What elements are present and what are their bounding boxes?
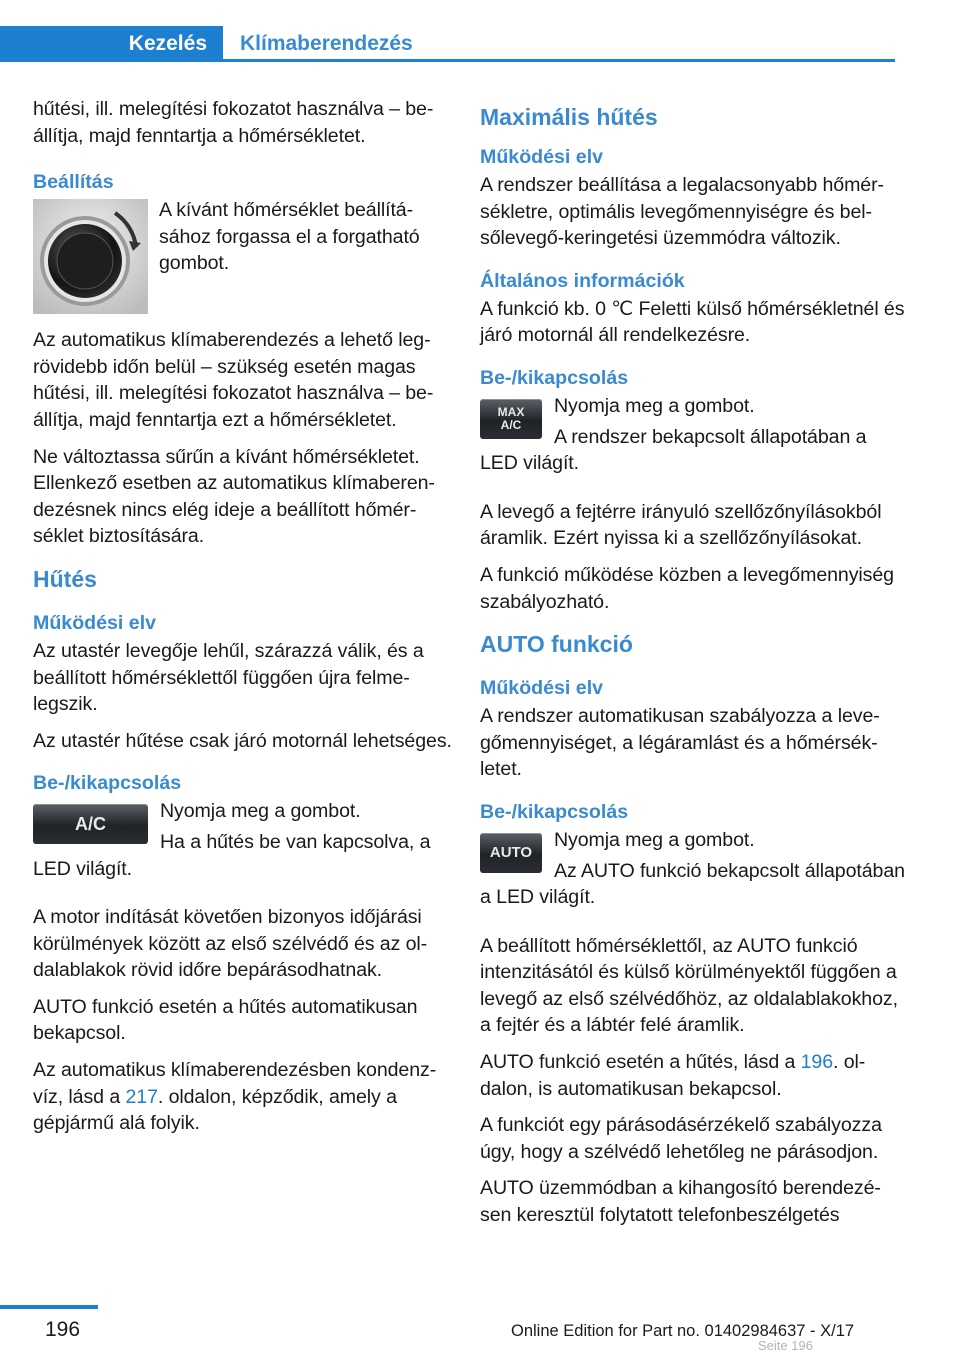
text-span: AUTO funkció esetén a hűtés, lásd a (480, 1051, 801, 1074)
paragraph: Nyomja meg a gombot. (554, 828, 755, 851)
paragraph (480, 1049, 905, 1102)
setting-figure-row (33, 197, 458, 313)
heading-onoff: Be-/kikapcsolás (480, 800, 629, 823)
left-column (33, 96, 458, 1147)
auto-button[interactable] (480, 833, 542, 873)
text-span: . oldalon, is automatikusan bekapcsol. (480, 1051, 866, 1100)
heading-principle: Működési elv (33, 611, 157, 634)
paragraph: A motor indítását követően bizonyos időjárási körülmények között az első szélvédő és az oldalablakok rövid időre bepárásodhatnak. (33, 906, 428, 982)
paragraph: Az utastér levegője lehűl, szárazzá válik, és a beállított hőmérséklettől függően újra felmelegszik. (33, 639, 424, 716)
heading-setting: Beállítás (33, 171, 114, 194)
paragraph: A rendszer bekapcsolt állapotában a LED világít. (480, 425, 867, 475)
heading-general: Általános információk (480, 269, 685, 292)
paragraph: A rendszer automatikusan szabályozza a levegőmennyiséget, a légáramlást és a hőmérsékletet. (480, 705, 880, 781)
paragraph: Nyomja meg a gombot. (160, 800, 361, 823)
auto-button-row (480, 827, 905, 921)
ac-button-row (33, 798, 458, 892)
paragraph: A rendszer beállítása a legalacsonyabb hőmérsékletre, optimális levegőmennyiségre és belsőlevegő-keringetési üzemmódra változik. (480, 174, 885, 250)
section-tab[interactable]: Kezelés (0, 26, 223, 62)
heading-principle: Működési elv (480, 146, 604, 168)
paragraph: A levegő a fejtérre irányuló szellőzőnyílásokból áramlik. Ezért nyissa ki a szellőzőnyílásokat. (480, 500, 882, 550)
ac-button-label: A/C (75, 813, 106, 834)
auto-button-label: AUTO (489, 844, 533, 862)
paragraph: A beállított hőmérséklettől, az AUTO funkció intenzitásától és külső körülményektől függően a levegő az első szélvédőhöz, az oldalablakokhoz, a fejtér és a lábtér felé áramlik. (480, 934, 898, 1037)
heading-auto-function: AUTO funkció (480, 631, 633, 658)
heading-onoff: Be-/kikapcsolás (33, 772, 182, 795)
paragraph: hűtési, ill. melegítési fokozatot használva – beállítja, majd fenntartja a hőmérsékletet. (33, 98, 434, 147)
paragraph: A funkció működése közben a levegőmennyiség szabályozható. (480, 563, 894, 613)
chapter-tab[interactable]: Klímaberendezés (240, 32, 413, 55)
max-ac-label-top: MAX (497, 404, 525, 419)
paragraph: A kívánt hőmérséklet beállításához forgassa el a forgatható gombot. (159, 199, 420, 275)
paragraph: A funkció kb. 0 ℃ Feletti külső hőmérsékletnél és járó motornál áll rendelkezésre. (480, 297, 905, 347)
ac-button[interactable] (33, 804, 148, 844)
max-ac-button-row (480, 393, 905, 487)
paragraph: Ha a hűtés be van kapcsolva, a LED világít. (33, 830, 431, 880)
paragraph: Ne változtassa sűrűn a kívánt hőmérsékletet. Ellenkező esetben az automatikus klímaberendezésnek nincs elég ideje a beállított hőmérséklet biztosítására. (33, 445, 435, 548)
page-link-196[interactable]: 196 (800, 1051, 834, 1074)
rotary-knob-icon (33, 199, 148, 314)
footer-rule (0, 1305, 98, 1309)
header-rule (223, 59, 895, 62)
text-span: Az automatikus klímaberendezésben kondenzvíz, lásd a (33, 1059, 437, 1108)
paragraph: Nyomja meg a gombot. (554, 394, 755, 417)
heading-max-cooling: Maximális hűtés (480, 104, 658, 130)
edition-note: Online Edition for Part no. 01402984637 - X/17 (511, 1322, 855, 1340)
heading-principle: Működési elv (480, 677, 604, 700)
paragraph (33, 1057, 458, 1137)
page-number: 196 (45, 1318, 81, 1341)
paragraph: Az automatikus klímaberendezés a lehető legrövidebb időn belül – szükség esetén magas hűtési, ill. melegítési fokozatot használva – beállítja, majd fenntartja ezt a hőmérsékletet. (33, 329, 434, 431)
max-ac-button[interactable] (480, 399, 542, 439)
heading-cooling: Hűtés (33, 565, 97, 592)
page-header (0, 0, 960, 62)
paragraph: Az AUTO funkció bekapcsolt állapotában a LED világít. (480, 859, 905, 909)
paragraph: AUTO üzemmódban a kihangosító berendezésen keresztül folytatott telefonbeszélgetés (480, 1177, 881, 1227)
paragraph: A funkciót egy párásodásérzékelő szabályozza úgy, hogy a szélvédő lehetőleg ne párásodjon. (480, 1114, 882, 1163)
page-link-217[interactable]: 217 (125, 1085, 158, 1108)
right-column (480, 96, 905, 1239)
heading-onoff: Be-/kikapcsolás (480, 366, 629, 389)
watermark: Seite 196 (758, 1338, 813, 1353)
text-span: . oldalon, képződik, amely a gépjármű alá folyik. (33, 1085, 397, 1135)
paragraph: Az utastér hűtése csak járó motornál lehetséges. (33, 729, 452, 752)
paragraph: AUTO funkció esetén a hűtés automatikusan bekapcsol. (33, 995, 418, 1045)
max-ac-label-bottom: A/C (500, 417, 522, 432)
